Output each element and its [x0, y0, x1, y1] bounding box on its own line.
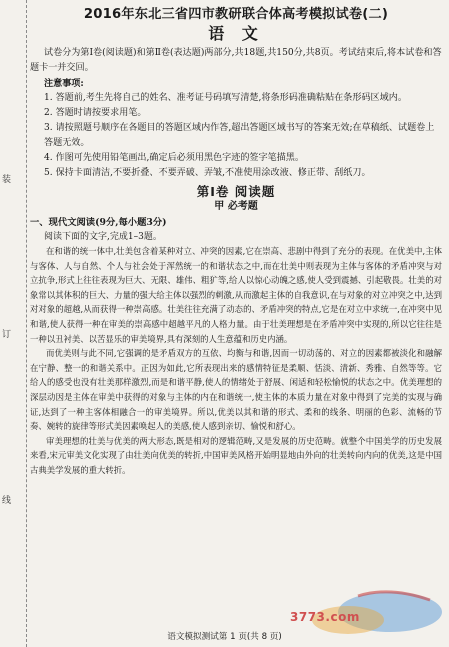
passage-paragraph: 审美理想的壮美与优美的两大形态,既是相对的逻辑范畴,又是发展的历史范畴。就整个中国美学的历史发展来看,宋元审美文化实现了由壮美向优美的转折,中国审美风格开始明显地由外向的壮美转向内向的优美,这是中国古典美学发展的重大转折。: [30, 435, 442, 475]
exam-title: 2016年东北三省四市教研联合体高考模拟试卷(二): [83, 7, 389, 22]
notice-item: 5. 保持卡面清洁,不要折叠、不要弄破、弄皱,不准使用涂改液、修正带、刮纸刀。: [44, 168, 371, 178]
passage-paragraph: 在和谐的统一体中,壮美包含着某种对立、冲突的因素,它在崇高、悲剧中得到了充分的表现。在优美中,主体与客体、人与自然、个人与社会处于浑然统一的和谐状态之中,而在壮美中则表现为主体与客体的矛盾冲突与对立抗争,形式上往往表现为巨大、无限、雄伟、粗犷等,给人以惊心动魄之感,使人受到震撼、引起敬畏。壮美的对象常以其体积的巨大、力量的强大给主体以强烈的刺激,从而激起主体的自我意识,在与对象的对立冲突之中,达到对对象的超越,从而获得一种崇高感。壮美往往充满了动态的、矛盾冲突的特点,它是在对立中求统一,在冲突中见和谐,使人获得一种在审美的崇高感中超越平凡的人格力量。由于壮美理想是在矛盾冲突中实现的,所以它往往是一种以丑衬美、以苦显乐的审美境界,具有深刻的人生意蕴和历史内涵。: [30, 246, 442, 344]
notice-item: 1. 答题前,考生先将自己的姓名、准考证号码填写清楚,将条形码准确粘贴在条形码区域内。: [44, 93, 407, 103]
notice-item: 2. 答题时请按要求用笔。: [44, 108, 147, 118]
margin-mark-ding: 订: [2, 330, 12, 340]
margin-mark-zhuang: 装: [2, 175, 12, 185]
passage-paragraph: 而优美则与此不同,它强调的是矛盾双方的互依、均衡与和谐,因而一切动荡的、对立的因素都被淡化和融解在宁静、整一的和谐关系中。正因为如此,它所表现出来的感情特征是柔顺、恬淡、清新、秀雅、自然等等。它给人的感受也没有壮美那样激烈,而是和谐平静,使人的情绪处于舒展、闲适和轻松愉悦的状态之中。优美理想的深层动因是主体在审美中获得的对象与主体的内在和谐统一,使主体的本质力量在对象中得到了完美的实现与确证,达到了一种主客体相融合一的审美境界。所以,优美以其和谐的形式、柔和的线条、明丽的色彩、流畅的节奏、婉转的旋律等形式美因素唤起人的美感,使人感到亲切、愉悦和舒心。: [30, 348, 442, 432]
reading-instruction: 阅读下面的文字,完成1–3题。: [44, 232, 162, 242]
notice-item: 4. 作图可先使用铅笔画出,确定后必须用黑色字迹的签字笔描黑。: [44, 153, 304, 163]
section-subtitle: 甲 必考题: [214, 201, 258, 212]
section-title: 第Ⅰ卷 阅读题: [196, 184, 276, 199]
watermark-url: 3773.com: [290, 610, 360, 624]
page-content: [30, 6, 442, 478]
question-heading: 一、现代文阅读(9分,每小题3分): [30, 217, 167, 228]
exam-intro: 试卷分为第Ⅰ卷(阅读题)和第Ⅱ卷(表达题)两部分,共18题,共150分,共8页。考试结束后,将本试卷和答题卡一并交回。: [30, 48, 442, 73]
margin-mark-xian: 线: [2, 496, 12, 506]
subject-title: 语 文: [208, 24, 264, 43]
notice-item: 3. 请按照题号顺序在各题目的答题区域内作答,超出答题区域书写的答案无效;在草稿纸、试题卷上答题无效。: [44, 123, 435, 148]
binding-margin-line: [26, 0, 27, 647]
page-footer: 语文模拟测试第 1 页(共 8 页): [167, 632, 282, 642]
notice-title: 注意事项:: [44, 78, 84, 89]
